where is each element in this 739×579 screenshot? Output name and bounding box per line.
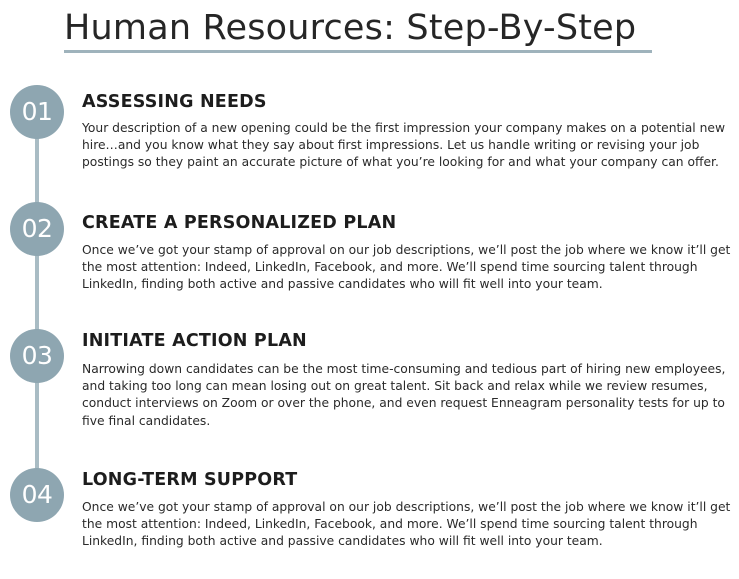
step-heading: ASSESSING NEEDS bbox=[82, 92, 267, 112]
step-description: Narrowing down candidates can be the most time-consuming and tedious part of hiring new employees, and taking too long can mean losing out on great talent. Sit back and relax while we review resumes, conduct interviews on Zoom or over the phone, and even request Enneagram personality tests for up to five final candidates. bbox=[82, 362, 726, 428]
step-heading: LONG-TERM SUPPORT bbox=[82, 470, 298, 490]
timeline-line bbox=[35, 110, 39, 495]
step-heading: CREATE A PERSONALIZED PLAN bbox=[82, 213, 397, 233]
step-description: Once we’ve got your stamp of approval on our job descriptions, we’ll post the job where we know it’ll get the most attention: Indeed, LinkedIn, Facebook, and more. We’ll spend time sourcing talent through LinkedIn, finding both active and passive candidates who will fit well into your team. bbox=[82, 500, 731, 549]
step-number-badge: 03 bbox=[10, 329, 64, 383]
step-number-badge: 02 bbox=[10, 202, 64, 256]
step-description: Your description of a new opening could be the first impression your company makes on a potential new hire…and you know what they say about first impressions. Let us handle writing or revising your job postings so they paint an accurate picture of what you’re looking for and what your company can offer. bbox=[82, 121, 726, 170]
step-description: Once we’ve got your stamp of approval on our job descriptions, we’ll post the job where we know it’ll get the most attention: Indeed, LinkedIn, Facebook, and more. We’ll spend time sourcing talent through LinkedIn, finding both active and passive candidates who will fit well into your team. bbox=[82, 243, 731, 292]
step-number-badge: 04 bbox=[10, 468, 64, 522]
page-title: Human Resources: Step-By-Step bbox=[64, 8, 637, 48]
step-number-badge: 01 bbox=[10, 85, 64, 139]
title-underline bbox=[64, 50, 652, 53]
step-heading: INITIATE ACTION PLAN bbox=[82, 331, 307, 351]
